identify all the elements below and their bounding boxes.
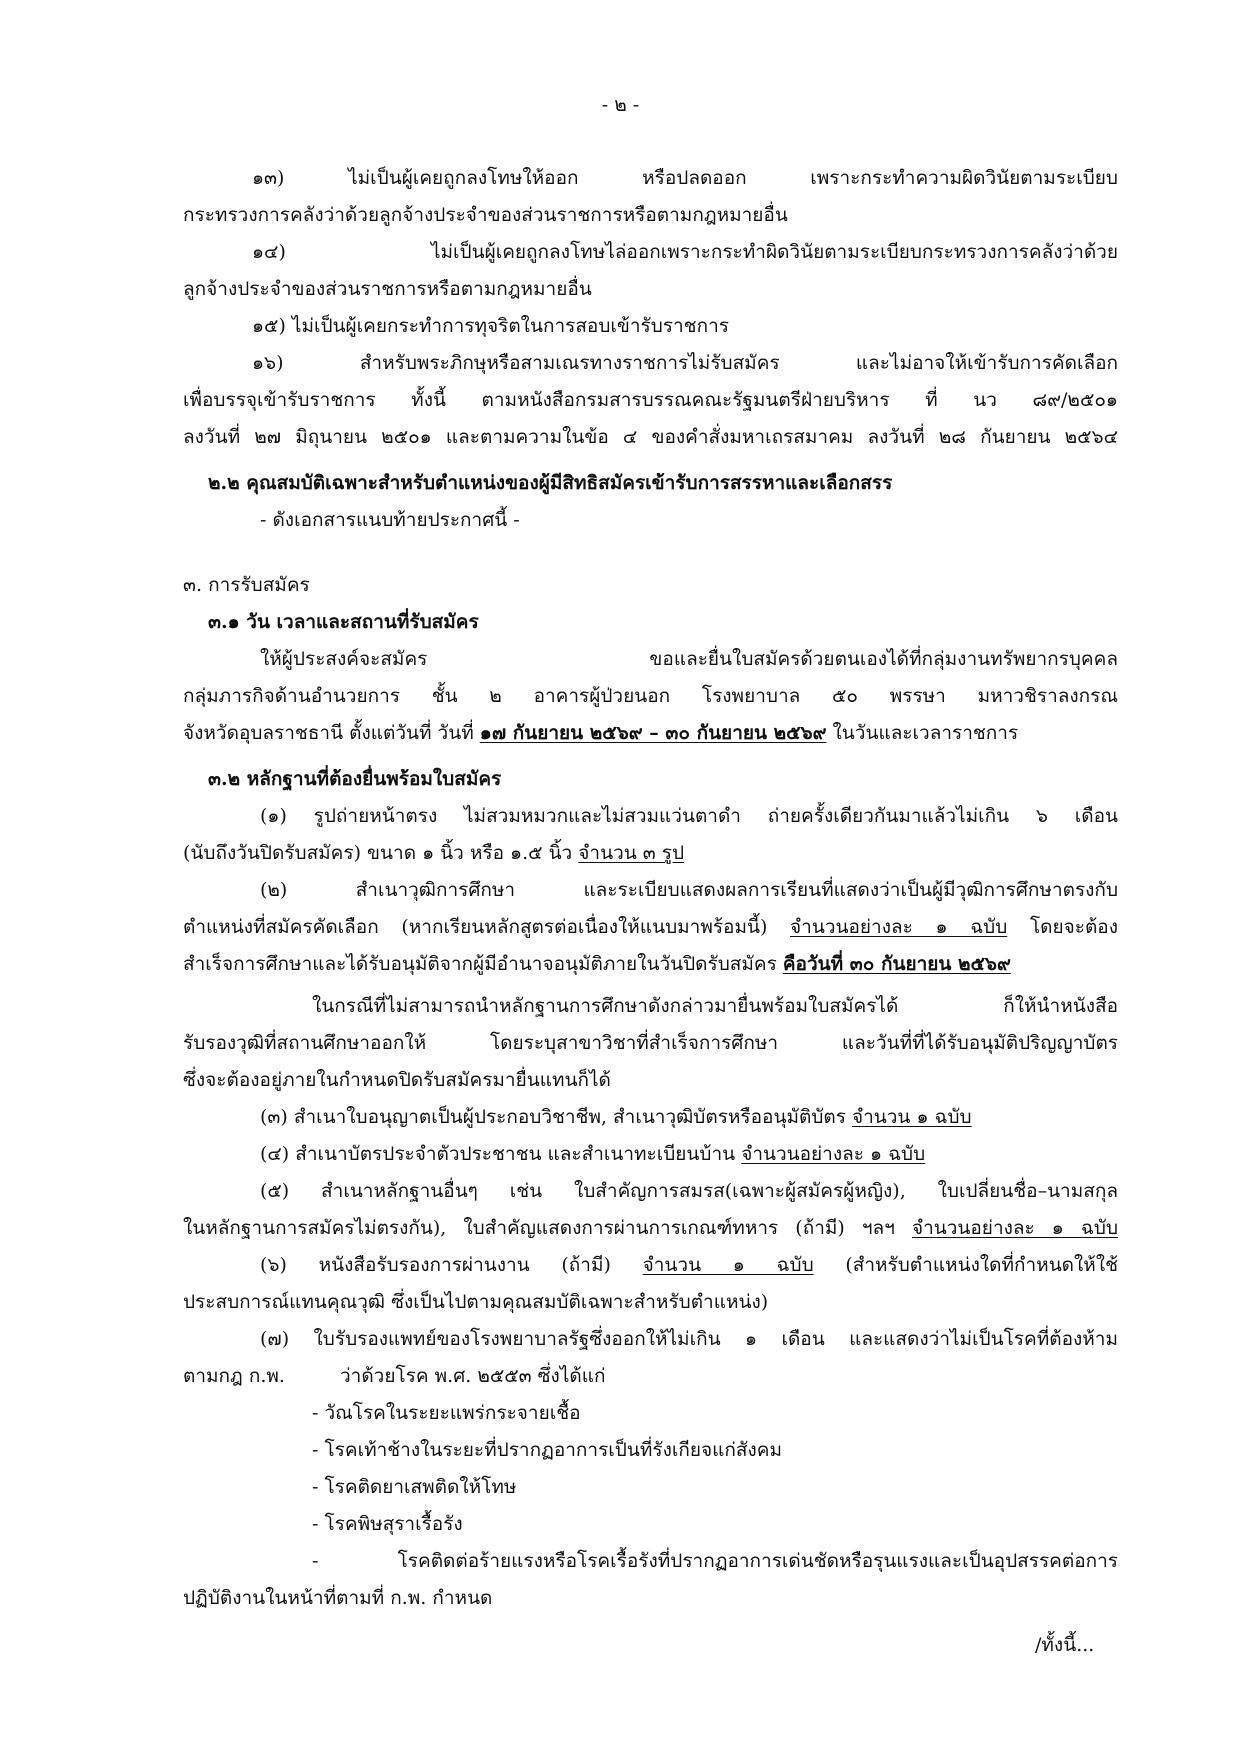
document-item-7-line-2b: ว่าด้วยโรค พ.ศ. ๒๕๕๓ ซึ่งได้แก่ bbox=[340, 1365, 606, 1387]
qualification-15-line-1: ๑๕) ไม่เป็นผู้เคยกระทำการทุจริตในการสอบเข้ารับราชการ bbox=[252, 315, 729, 337]
section-3-heading: ๓. การรับสมัคร bbox=[183, 574, 310, 596]
section-3-1-line-1: ให้ผู้ประสงค์จะสมัคร ขอและยื่นใบสมัครด้วยตนเองได้ที่กลุ่มงานทรัพยากรบุคคล bbox=[260, 648, 1118, 670]
qualification-16-line-3: ลงวันที่ ๒๗ มิถุนายน ๒๕๐๑ และตามความในข้อ ๔ ของคำสั่งมหาเถรสมาคม ลงวันที่ ๒๘ กันยายน ๒๕๖๔ bbox=[183, 426, 1118, 448]
page-number: - ๒ - bbox=[601, 94, 640, 116]
section-3-2-heading: ๓.๒ หลักฐานที่ต้องยื่นพร้อมใบสมัคร bbox=[208, 768, 502, 790]
section-2-2-note: - ดังเอกสารแนบท้ายประกาศนี้ - bbox=[260, 509, 520, 531]
document-item-7-line-1: (๗) ใบรับรองแพทย์ของโรงพยาบาลรัฐซึ่งออกให้ไม่เกิน ๑ เดือน และแสดงว่าไม่เป็นโรคที่ต้องห้าม bbox=[260, 1328, 1118, 1350]
disease-item-5-line-1: - โรคติดต่อร้ายแรงหรือโรคเรื้อรังที่ปรากฏอาการเด่นชัดหรือรุนแรงและเป็นอุปสรรคต่อการ bbox=[312, 1550, 1118, 1572]
document-item-1-line-2: (นับถึงวันปิดรับสมัคร) ขนาด ๑ นิ้ว หรือ ๑.๕ นิ้ว จำนวน ๓ รูป bbox=[183, 842, 685, 864]
document-item-4: (๔) สำเนาบัตรประจำตัวประชาชน และสำเนาทะเบียนบ้าน จำนวนอย่างละ ๑ ฉบับ bbox=[260, 1143, 926, 1165]
qualification-13-line-1: ๑๓) ไม่เป็นผู้เคยถูกลงโทษให้ออก หรือปลดออก เพราะกระทำความผิดวินัยตามระเบียบ bbox=[252, 167, 1118, 189]
document-item-2-line-2: ตำแหน่งที่สมัครคัดเลือก (หากเรียนหลักสูตรต่อเนื่องให้แนบมาพร้อมนี้) จำนวนอย่างละ ๑ ฉบับ โดยจะต้อง bbox=[183, 916, 1118, 938]
document-item-3: (๓) สำเนาใบอนุญาตเป็นผู้ประกอบวิชาชีพ, สำเนาวุฒิบัตรหรืออนุมัติบัตร จำนวน ๑ ฉบับ bbox=[260, 1106, 972, 1128]
document-item-6-line-2: ประสบการณ์แทนคุณวุฒิ ซึ่งเป็นไปตามคุณสมบัติเฉพาะสำหรับตำแหน่ง) bbox=[183, 1291, 769, 1313]
document-item-2-note-line-1: ในกรณีที่ไม่สามารถนำหลักฐานการศึกษาดังกล่าวมายื่นพร้อมใบสมัครได้ ก็ให้นำหนังสือ bbox=[312, 995, 1118, 1017]
document-item-5-line-2: ในหลักฐานการสมัครไม่ตรงกัน), ใบสำคัญแสดงการผ่านการเกณฑ์ทหาร (ถ้ามี) ฯลฯ จำนวนอย่างละ ๑ ฉบับ bbox=[183, 1217, 1118, 1239]
document-item-2-line-3: สำเร็จการศึกษาและได้รับอนุมัติจากผู้มีอำนาจอนุมัติภายในวันปิดรับสมัคร คือวันที่ ๓๐ กันยายน ๒๕๖๙ bbox=[183, 953, 1011, 975]
continuation-marker: /ทั้งนี้... bbox=[1035, 1634, 1095, 1656]
application-dates: ๑๗ กันยายน ๒๕๖๙ – ๓๐ กันยายน ๒๕๖๙ bbox=[479, 722, 827, 744]
document-item-7-line-2a: ตามกฎ ก.พ. bbox=[183, 1365, 285, 1387]
disease-item: - โรคติดยาเสพติดให้โทษ bbox=[312, 1476, 517, 1498]
section-3-1-line-3: จังหวัดอุบลราชธานี ตั้งแต่วันที่ วันที่ ๑๗ กันยายน ๒๕๖๙ – ๓๐ กันยายน ๒๕๖๙ ในวันและเวลาราชการ bbox=[183, 722, 1019, 744]
section-3-1-heading: ๓.๑ วัน เวลาและสถานที่รับสมัคร bbox=[208, 611, 479, 633]
section-2-2-heading: ๒.๒ คุณสมบัติเฉพาะสำหรับตำแหน่งของผู้มีสิทธิสมัครเข้ารับการสรรหาและเลือกสรร bbox=[208, 472, 893, 494]
qualification-16-line-2: เพื่อบรรจุเข้ารับราชการ ทั้งนี้ ตามหนังสือกรมสารบรรณคณะรัฐมนตรีฝ่ายบริหาร ที่ นว ๘๙/๒๕๐๑ bbox=[183, 389, 1118, 411]
document-item-6-line-1: (๖) หนังสือรับรองการผ่านงาน (ถ้ามี) จำนวน ๑ ฉบับ (สำหรับตำแหน่งใดที่กำหนดให้ใช้ bbox=[260, 1254, 1118, 1276]
qualification-14-line-1: ๑๔) ไม่เป็นผู้เคยถูกลงโทษไล่ออกเพราะกระทำผิดวินัยตามระเบียบกระทรวงการคลังว่าด้วย bbox=[252, 241, 1118, 263]
qualification-14-line-2: ลูกจ้างประจำของส่วนราชการหรือตามกฎหมายอื่น bbox=[183, 278, 592, 300]
disease-item: - โรคเท้าช้างในระยะที่ปรากฏอาการเป็นที่รังเกียจแก่สังคม bbox=[312, 1439, 782, 1461]
document-item-5-line-1: (๕) สำเนาหลักฐานอื่นๆ เช่น ใบสำคัญการสมรส(เฉพาะผู้สมัครผู้หญิง), ใบเปลี่ยนชื่อ–นามสกุล bbox=[260, 1180, 1118, 1202]
disease-item: - วัณโรคในระยะแพร่กระจายเชื้อ bbox=[312, 1402, 581, 1424]
document-item-2-note-line-3: ซึ่งจะต้องอยู่ภายในกำหนดปิดรับสมัครมายื่นแทนก็ได้ bbox=[183, 1069, 611, 1091]
document-item-1-line-1: (๑) รูปถ่ายหน้าตรง ไม่สวมหมวกและไม่สวมแว่นตาดำ ถ่ายครั้งเดียวกันมาแล้วไม่เกิน ๖ เดือน bbox=[260, 805, 1118, 827]
closing-date: คือวันที่ ๓๐ กันยายน ๒๕๖๙ bbox=[782, 953, 1011, 975]
disease-item: - โรคพิษสุราเรื้อรัง bbox=[312, 1513, 463, 1535]
disease-item-5-line-2: ปฏิบัติงานในหน้าที่ตามที่ ก.พ. กำหนด bbox=[183, 1587, 493, 1609]
qualification-16-line-1: ๑๖) สำหรับพระภิกษุหรือสามเณรทางราชการไม่รับสมัคร และไม่อาจให้เข้ารับการคัดเลือก bbox=[252, 352, 1118, 374]
qualification-13-line-2: กระทรวงการคลังว่าด้วยลูกจ้างประจำของส่วนราชการหรือตามกฎหมายอื่น bbox=[183, 204, 788, 226]
document-item-2-line-1: (๒) สำเนาวุฒิการศึกษา และระเบียบแสดงผลการเรียนที่แสดงว่าเป็นผู้มีวุฒิการศึกษาตรงกับ bbox=[260, 879, 1118, 901]
document-item-2-note-line-2: รับรองวุฒิที่สถานศึกษาออกให้ โดยระบุสาขาวิชาที่สำเร็จการศึกษา และวันที่ที่ได้รับอนุมัติปริญญาบัตร bbox=[183, 1032, 1118, 1054]
section-3-1-line-2: กลุ่มภารกิจด้านอำนวยการ ชั้น ๒ อาคารผู้ป่วยนอก โรงพยาบาล ๕๐ พรรษา มหาวชิราลงกรณ bbox=[183, 685, 1118, 707]
